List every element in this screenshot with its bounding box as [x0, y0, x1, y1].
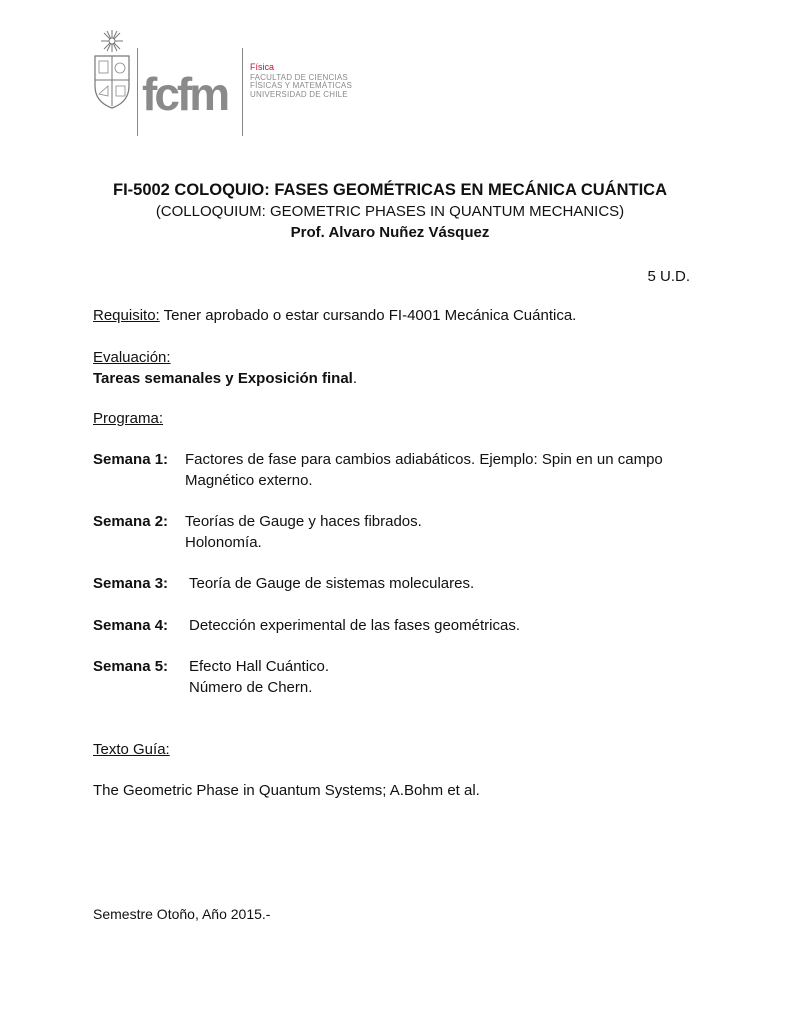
- week-label: Semana 1:: [93, 451, 169, 468]
- course-units: 5 U.D.: [647, 268, 690, 285]
- evaluation: [93, 347, 713, 389]
- week-label: Semana 2:: [93, 513, 169, 530]
- requirement: [93, 305, 713, 326]
- week-topics: [185, 511, 705, 553]
- week-topic-line: Efecto Hall Cuántico.: [189, 658, 330, 675]
- professor-name: Prof. Alvaro Nuñez Vásquez: [290, 224, 490, 241]
- logo-separator: [137, 48, 138, 136]
- guide-label: Texto Guía:: [93, 741, 170, 758]
- week-label: Semana 4:: [93, 617, 169, 634]
- week-topic-line: Detección experimental de las fases geométricas.: [189, 617, 520, 634]
- faculty-line: FACULTAD DE CIENCIAS: [250, 72, 348, 82]
- week-topic-line: Magnético externo.: [185, 472, 313, 489]
- guide-heading: [93, 739, 713, 760]
- week-topics: [185, 449, 705, 491]
- fcfm-wordmark-text: fcfm: [142, 68, 228, 120]
- faculty-name: [250, 63, 450, 99]
- logo-separator: [242, 48, 243, 136]
- week-label: Semana 3:: [93, 575, 169, 592]
- course-subtitle: (COLLOQUIUM: GEOMETRIC PHASES IN QUANTUM MECHANICS): [155, 203, 625, 220]
- program-heading: [93, 408, 713, 429]
- week-label: Semana 5:: [93, 658, 169, 675]
- course-title: FI-5002 COLOQUIO: FASES GEOMÉTRICAS EN MECÁNICA CUÁNTICA: [112, 181, 667, 199]
- week-topics: [189, 615, 709, 636]
- faculty-logo: [90, 28, 390, 120]
- week-topic-line: Holonomía.: [185, 534, 262, 551]
- title-block: [0, 180, 780, 243]
- department-name: Física: [250, 62, 275, 72]
- week-topics: [189, 573, 709, 594]
- evaluation-label: Evaluación:: [93, 349, 171, 366]
- week-topic-line: Teoría de Gauge de sistemas moleculares.: [189, 575, 475, 592]
- faculty-line: UNIVERSIDAD DE CHILE: [250, 89, 348, 99]
- requirement-label: Requisito:: [93, 307, 160, 324]
- evaluation-text: Tareas semanales y Exposición final: [93, 370, 353, 387]
- week-topic-line: Teorías de Gauge y haces fibrados.: [185, 513, 422, 530]
- program-label: Programa:: [93, 410, 164, 427]
- guide-text: The Geometric Phase in Quantum Systems; A.Bohm et al.: [93, 782, 480, 799]
- semester-note: Semestre Otoño, Año 2015.-: [93, 906, 271, 922]
- week-topics: [189, 656, 709, 698]
- fcfm-wordmark: [142, 66, 242, 126]
- week-topic-line: Número de Chern.: [189, 679, 313, 696]
- requirement-text: Tener aprobado o estar cursando FI-4001 Mecánica Cuántica.: [159, 307, 577, 324]
- evaluation-suffix: .: [352, 370, 358, 387]
- week-topic-line: Factores de fase para cambios adiabáticos. Ejemplo: Spin en un campo: [185, 451, 663, 468]
- university-seal-icon: [90, 28, 134, 110]
- faculty-line: FÍSICAS Y MATEMÁTICAS: [250, 81, 352, 90]
